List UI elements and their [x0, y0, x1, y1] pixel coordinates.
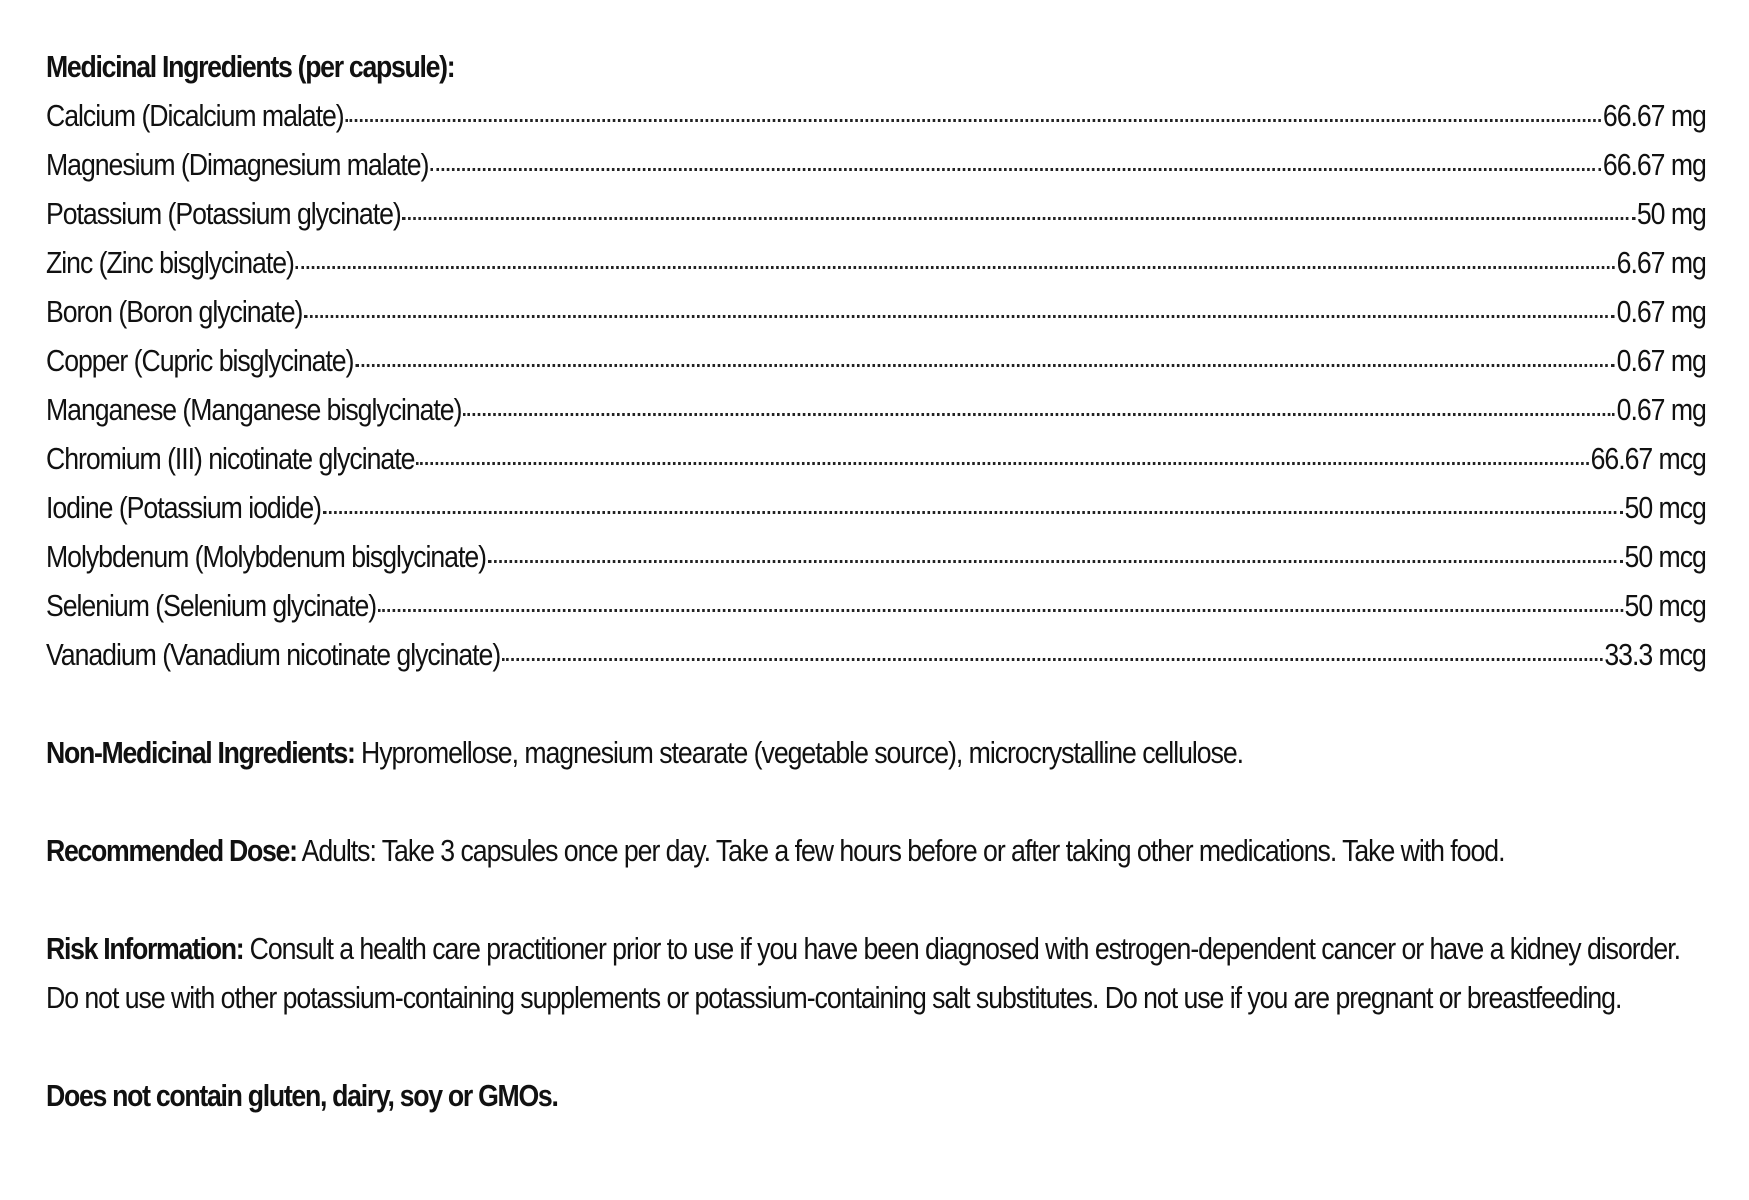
- non-medicinal-label: Non-Medicinal Ingredients:: [46, 735, 355, 770]
- ingredient-row: [46, 238, 1706, 287]
- ingredient-row: [46, 532, 1706, 581]
- ingredient-amount: 66.67 mg: [1602, 98, 1706, 133]
- ingredient-amount: 50 mcg: [1624, 588, 1706, 623]
- ingredient-name: Calcium (Dicalcium malate): [46, 98, 344, 133]
- ingredient-row: [46, 581, 1706, 630]
- ingredient-name: Potassium (Potassium glycinate): [46, 196, 401, 231]
- ingredient-row: [46, 483, 1706, 532]
- dot-leader: [402, 217, 1635, 220]
- dot-leader: [502, 658, 1603, 661]
- ingredient-amount: 50 mg: [1636, 196, 1706, 231]
- ingredient-amount: 6.67 mg: [1616, 245, 1706, 280]
- ingredient-row: [46, 434, 1706, 483]
- non-medicinal-text: Hypromellose, magnesium stearate (vegetable source), microcrystalline cellulose.: [354, 735, 1244, 770]
- ingredient-name: Manganese (Manganese bisglycinate): [46, 392, 462, 427]
- label-content: [46, 42, 1706, 1120]
- dot-leader: [323, 511, 1623, 514]
- dot-leader: [345, 119, 1601, 122]
- risk-section: [46, 924, 1706, 1022]
- ingredient-row: [46, 140, 1706, 189]
- risk-label: Risk Information:: [46, 931, 244, 966]
- ingredient-amount: 50 mcg: [1624, 539, 1706, 574]
- ingredient-amount: 0.67 mg: [1616, 294, 1706, 329]
- ingredient-name: Boron (Boron glycinate): [46, 294, 303, 329]
- ingredient-name: Magnesium (Dimagnesium malate): [46, 147, 429, 182]
- ingredient-row: [46, 336, 1706, 385]
- dose-text: Adults: Take 3 capsules once per day. Take a few hours before or after taking other medications. Take with food.: [296, 833, 1505, 868]
- ingredient-name: Copper (Cupric bisglycinate): [46, 343, 354, 378]
- ingredient-name: Selenium (Selenium glycinate): [46, 588, 377, 623]
- ingredient-amount: 0.67 mg: [1616, 392, 1706, 427]
- ingredient-amount: 66.67 mcg: [1590, 441, 1706, 476]
- risk-text: Consult a health care practitioner prior to use if you have been diagnosed with estrogen-dependent cancer or have a kidney disorder. Do not use with other potassium-containing supplements or potassium-containing salt substitutes. Do not use if you are pregnant or breastfeeding.: [46, 931, 1680, 1015]
- ingredient-row: [46, 385, 1706, 434]
- ingredient-row: [46, 189, 1706, 238]
- ingredient-name: Zinc (Zinc bisglycinate): [46, 245, 294, 280]
- ingredient-amount: 50 mcg: [1624, 490, 1706, 525]
- dot-leader: [296, 266, 1615, 269]
- dot-leader: [304, 315, 1615, 318]
- ingredient-row: [46, 91, 1706, 140]
- dot-leader: [430, 168, 1601, 171]
- ingredient-name: Molybdenum (Molybdenum bisglycinate): [46, 539, 486, 574]
- ingredient-row: [46, 630, 1706, 679]
- medicinal-heading: Medicinal Ingredients (per capsule):: [46, 49, 455, 84]
- allergen-statement: Does not contain gluten, dairy, soy or GMOs.: [46, 1078, 558, 1113]
- label-text: [46, 42, 1706, 1120]
- ingredient-amount: 33.3 mcg: [1604, 637, 1706, 672]
- ingredient-name: Iodine (Potassium iodide): [46, 490, 322, 525]
- ingredient-row: [46, 287, 1706, 336]
- ingredient-amount: 0.67 mg: [1616, 343, 1706, 378]
- ingredient-list: [46, 91, 1706, 679]
- ingredient-name: Vanadium (Vanadium nicotinate glycinate): [46, 637, 501, 672]
- dot-leader: [378, 609, 1623, 612]
- dot-leader: [416, 462, 1589, 465]
- dose-label: Recommended Dose:: [46, 833, 297, 868]
- ingredient-amount: 66.67 mg: [1602, 147, 1706, 182]
- dot-leader: [463, 413, 1615, 416]
- non-medicinal-section: [46, 728, 1706, 777]
- dot-leader: [488, 560, 1623, 563]
- dot-leader: [355, 364, 1615, 367]
- ingredient-name: Chromium (III) nicotinate glycinate: [46, 441, 415, 476]
- dose-section: [46, 826, 1706, 875]
